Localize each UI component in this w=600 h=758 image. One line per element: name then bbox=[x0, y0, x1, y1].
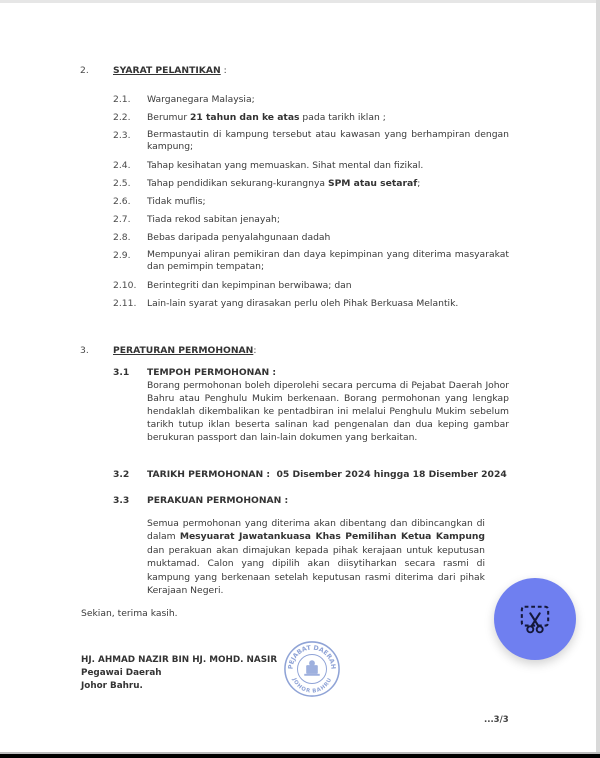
subsection-body bbox=[147, 517, 485, 597]
list-item-text: Mempunyai aliran pemikiran dan daya kepimpinan yang diterima masyarakat dan pemimpin tempatan; bbox=[147, 249, 509, 272]
list-item bbox=[147, 93, 255, 106]
list-item-number: 2.2. bbox=[113, 112, 131, 123]
signatory-place: Johor Bahru. bbox=[81, 681, 143, 691]
list-item-number: 2.4. bbox=[113, 160, 131, 171]
list-item-number: 2.11. bbox=[113, 298, 137, 309]
signatory-name: HJ. AHMAD NAZIR BIN HJ. MOHD. NASIR bbox=[81, 655, 278, 665]
list-item-number: 2.10. bbox=[113, 280, 137, 291]
list-item bbox=[147, 177, 420, 190]
meeting-name: Mesyuarat Jawatankuasa Khas Pemilihan Ketua Kampung bbox=[179, 531, 485, 543]
section-heading-suffix: : bbox=[253, 345, 257, 356]
list-item-text: Lain-lain syarat yang dirasakan perlu oleh Pihak Berkuasa Melantik. bbox=[147, 298, 459, 309]
list-item-number: 2.8. bbox=[113, 232, 131, 243]
page-number: ...3/3 bbox=[484, 715, 509, 725]
body-text: dan perakuan akan dimajukan kepada pihak kerajaan untuk keputusan muktamad. Calon yang dipilih akan diisytiharkan secara rasmi di kampung yang berkenaan setelah keputusan rasmi diterima dari pihak Kerajaan Negeri. bbox=[147, 544, 485, 597]
subsection-title: PERAKUAN PERMOHONAN : bbox=[147, 495, 289, 506]
list-item bbox=[147, 249, 509, 273]
list-item bbox=[147, 213, 280, 226]
official-stamp bbox=[283, 640, 341, 698]
list-item bbox=[147, 195, 206, 208]
list-item-number: 2.6. bbox=[113, 196, 131, 207]
section-heading bbox=[113, 344, 256, 357]
date-range: 05 Disember 2024 hingga 18 Disember 2024 bbox=[276, 469, 507, 480]
list-item-text: Berintegriti dan kepimpinan berwibawa; dan bbox=[147, 280, 352, 291]
screenshot-button[interactable] bbox=[494, 578, 576, 660]
list-item-text: Tahap pendidikan sekurang-kurangnya bbox=[147, 178, 328, 189]
section-heading-text: PERATURAN PERMOHONAN bbox=[113, 345, 254, 356]
section-heading bbox=[113, 64, 227, 77]
subsection-number: 3.1 bbox=[113, 367, 130, 378]
list-item-text: Tiada rekod sabitan jenayah; bbox=[147, 214, 280, 225]
list-item-text: Bermastautin di kampung tersebut atau kawasan yang berhampiran dengan kampung; bbox=[147, 129, 509, 152]
application-dates bbox=[147, 468, 507, 481]
closing-text: Sekian, terima kasih. bbox=[81, 608, 178, 619]
list-item bbox=[147, 297, 458, 310]
list-item-text: Tahap kesihatan yang memuaskan. Sihat mental dan fizikal. bbox=[147, 160, 424, 171]
divider bbox=[0, 752, 600, 754]
list-item bbox=[147, 279, 352, 292]
subsection-number: 3.3 bbox=[113, 495, 130, 506]
list-item-text: Warganegara Malaysia; bbox=[147, 94, 255, 105]
body-text: Semua permohonan yang diterima akan dibentang dan dibincangkan di dalam bbox=[147, 518, 485, 543]
list-item-number: 2.5. bbox=[113, 178, 131, 189]
emphasis-text: 21 tahun dan ke atas bbox=[190, 112, 300, 123]
screenshot-scissors-icon bbox=[519, 603, 551, 635]
list-item-text: ; bbox=[417, 178, 421, 189]
emphasis-text: SPM atau setaraf bbox=[327, 178, 418, 189]
list-item-number: 2.3. bbox=[113, 130, 131, 141]
subsection-title: TEMPOH PERMOHONAN : bbox=[147, 367, 277, 378]
crest-icon bbox=[304, 660, 319, 675]
list-item bbox=[147, 231, 330, 244]
list-item-text: Bebas daripada penyalahgunaan dadah bbox=[147, 232, 331, 243]
scrollbar[interactable] bbox=[596, 0, 600, 753]
list-item-text: pada tarikh iklan ; bbox=[299, 112, 386, 123]
list-item bbox=[147, 129, 509, 153]
signatory-title: Pegawai Daerah bbox=[81, 668, 162, 678]
section-number: 3. bbox=[80, 345, 89, 356]
subsection-title: TARIKH PERMOHONAN : bbox=[147, 469, 271, 480]
stamp-bottom-text: JOHOR BAHRU bbox=[290, 677, 334, 695]
list-item-number: 2.7. bbox=[113, 214, 131, 225]
subsection-body: Borang permohonan boleh diperolehi secara percuma di Pejabat Daerah Johor Bahru atau Penghulu Mukim berkenaan. Borang permohonan yang lengkap hendaklah dikembalikan ke pentadbiran ini melalui Penghulu Mukim sebelum tarikh tutup iklan beserta salinan kad pengenalan dan dua keping gambar berukuran passport dan lain-lain dokumen yang berkaitan. bbox=[147, 380, 509, 443]
list-item bbox=[147, 159, 423, 172]
list-item-text: Tidak muflis; bbox=[147, 196, 206, 207]
stamp-top-text: PEJABAT DAERAH bbox=[287, 644, 337, 670]
list-item-text: Berumur bbox=[147, 112, 191, 123]
section-number: 2. bbox=[80, 65, 89, 76]
list-item-number: 2.1. bbox=[113, 94, 131, 105]
section-heading-text: SYARAT PELANTIKAN bbox=[113, 65, 221, 76]
subsection-number: 3.2 bbox=[113, 469, 130, 480]
list-item-number: 2.9. bbox=[113, 250, 131, 261]
list-item bbox=[147, 111, 386, 124]
section-heading-suffix: : bbox=[220, 65, 227, 76]
